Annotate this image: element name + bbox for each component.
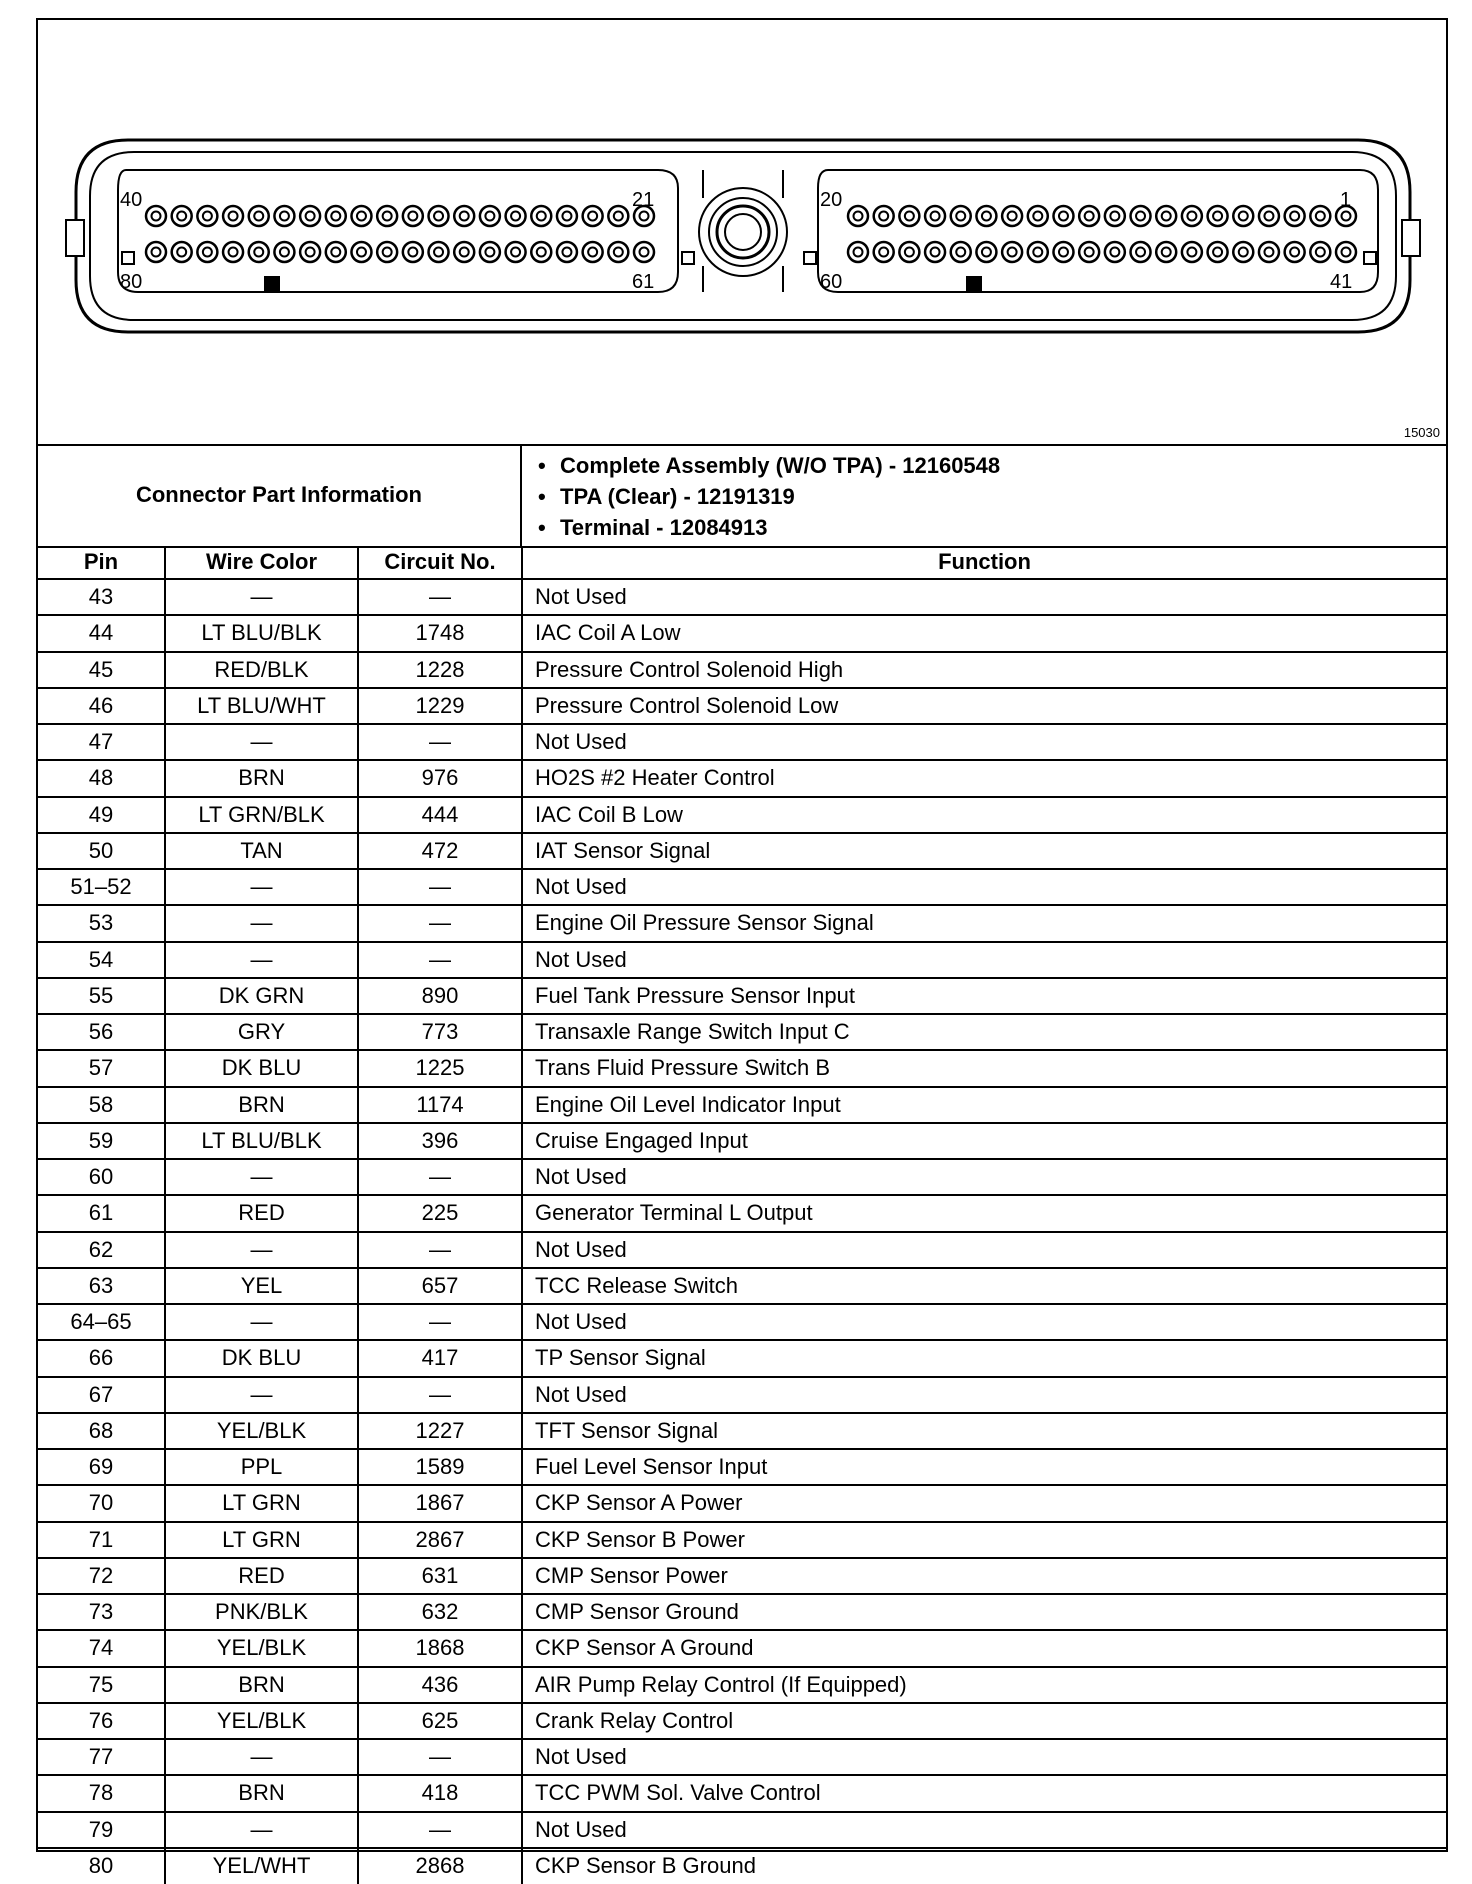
pin-socket-icon bbox=[249, 206, 269, 226]
right-key-square bbox=[1364, 252, 1376, 264]
cell-circuit-no: 1748 bbox=[358, 615, 522, 651]
pin-socket-icon bbox=[1028, 206, 1048, 226]
cell-pin: 80 bbox=[38, 1848, 165, 1884]
pin-socket-icon bbox=[197, 206, 217, 226]
header-circuit-no: Circuit No. bbox=[358, 546, 522, 579]
cell-function: HO2S #2 Heater Control bbox=[522, 760, 1446, 796]
cell-function: Transaxle Range Switch Input C bbox=[522, 1014, 1446, 1050]
cell-wire-color: YEL/BLK bbox=[165, 1703, 358, 1739]
table-row bbox=[38, 1558, 1446, 1594]
cell-function: IAC Coil B Low bbox=[522, 797, 1446, 833]
cell-pin: 72 bbox=[38, 1558, 165, 1594]
pin-socket-icon bbox=[583, 206, 603, 226]
pin-socket-icon bbox=[454, 242, 474, 262]
cell-wire-color: — bbox=[165, 1377, 358, 1413]
cell-pin: 59 bbox=[38, 1123, 165, 1159]
pin-socket-icon bbox=[1156, 242, 1176, 262]
cell-wire-color: — bbox=[165, 1812, 358, 1848]
pin-socket-icon bbox=[480, 242, 500, 262]
pin-socket-icon bbox=[146, 242, 166, 262]
pin-socket-icon bbox=[1285, 206, 1305, 226]
pin-socket-icon bbox=[403, 206, 423, 226]
cell-function: Not Used bbox=[522, 1304, 1446, 1340]
cell-wire-color: — bbox=[165, 579, 358, 615]
pin-socket-icon bbox=[172, 242, 192, 262]
cell-wire-color: LT BLU/BLK bbox=[165, 615, 358, 651]
cell-circuit-no: — bbox=[358, 1232, 522, 1268]
pin-function-table bbox=[38, 546, 1446, 1884]
cell-pin: 68 bbox=[38, 1413, 165, 1449]
cell-wire-color: BRN bbox=[165, 1775, 358, 1811]
cell-wire-color: LT BLU/BLK bbox=[165, 1123, 358, 1159]
header-function: Function bbox=[522, 546, 1446, 579]
connector-diagram bbox=[38, 20, 1446, 446]
cell-function: Fuel Level Sensor Input bbox=[522, 1449, 1446, 1485]
pin-socket-icon bbox=[1053, 206, 1073, 226]
pin-label-21: 21 bbox=[632, 189, 655, 211]
cell-function: TCC Release Switch bbox=[522, 1268, 1446, 1304]
cell-function: Generator Terminal L Output bbox=[522, 1195, 1446, 1231]
pin-socket-icon bbox=[300, 242, 320, 262]
right-latch-tab bbox=[1402, 220, 1420, 256]
pin-socket-icon bbox=[377, 242, 397, 262]
connector-housing-outer bbox=[76, 140, 1410, 332]
table-row bbox=[38, 1449, 1446, 1485]
pin-socket-icon bbox=[925, 242, 945, 262]
cell-wire-color: — bbox=[165, 942, 358, 978]
pin-socket-icon bbox=[608, 242, 628, 262]
pin-socket-icon bbox=[1208, 206, 1228, 226]
cell-circuit-no: — bbox=[358, 1159, 522, 1195]
table-row bbox=[38, 1304, 1446, 1340]
right-block-key-square bbox=[804, 252, 816, 264]
left-polarization-mark bbox=[264, 276, 280, 292]
cell-circuit-no: 417 bbox=[358, 1340, 522, 1376]
cell-function: IAT Sensor Signal bbox=[522, 833, 1446, 869]
center-bolt-icon bbox=[699, 188, 787, 276]
pin-socket-icon bbox=[976, 242, 996, 262]
cell-circuit-no: 2868 bbox=[358, 1848, 522, 1884]
cell-circuit-no: 225 bbox=[358, 1195, 522, 1231]
cell-pin: 45 bbox=[38, 652, 165, 688]
pin-socket-icon bbox=[583, 242, 603, 262]
cell-function: Pressure Control Solenoid Low bbox=[522, 688, 1446, 724]
pin-socket-icon bbox=[274, 242, 294, 262]
cell-pin: 76 bbox=[38, 1703, 165, 1739]
cell-circuit-no: 976 bbox=[358, 760, 522, 796]
cell-wire-color: DK GRN bbox=[165, 978, 358, 1014]
cell-function: CKP Sensor A Ground bbox=[522, 1630, 1446, 1666]
cell-wire-color: — bbox=[165, 1304, 358, 1340]
table-row bbox=[38, 1268, 1446, 1304]
pin-socket-icon bbox=[608, 206, 628, 226]
pin-socket-icon bbox=[874, 242, 894, 262]
pin-socket-icon bbox=[848, 242, 868, 262]
pin-socket-icon bbox=[351, 206, 371, 226]
pin-socket-icon bbox=[531, 242, 551, 262]
pin-socket-icon bbox=[951, 206, 971, 226]
cell-function: Not Used bbox=[522, 1739, 1446, 1775]
pin-socket-icon bbox=[429, 242, 449, 262]
table-row bbox=[38, 1667, 1446, 1703]
pin-socket-icon bbox=[197, 242, 217, 262]
table-row bbox=[38, 1703, 1446, 1739]
pin-socket-icon bbox=[300, 206, 320, 226]
table-row bbox=[38, 833, 1446, 869]
connector-sheet bbox=[36, 18, 1448, 1879]
cell-circuit-no: — bbox=[358, 579, 522, 615]
cell-function: Not Used bbox=[522, 724, 1446, 760]
cell-pin: 64–65 bbox=[38, 1304, 165, 1340]
pin-sockets bbox=[146, 206, 1356, 262]
pin-socket-icon bbox=[1208, 242, 1228, 262]
pin-socket-icon bbox=[557, 242, 577, 262]
cell-pin: 63 bbox=[38, 1268, 165, 1304]
cell-wire-color: — bbox=[165, 1739, 358, 1775]
cell-circuit-no: — bbox=[358, 869, 522, 905]
pin-socket-icon bbox=[146, 206, 166, 226]
cell-function: Not Used bbox=[522, 1159, 1446, 1195]
cell-wire-color: YEL/WHT bbox=[165, 1848, 358, 1884]
table-row bbox=[38, 1232, 1446, 1268]
pin-socket-icon bbox=[1156, 206, 1176, 226]
cell-pin: 57 bbox=[38, 1050, 165, 1086]
cell-function: Fuel Tank Pressure Sensor Input bbox=[522, 978, 1446, 1014]
table-row bbox=[38, 579, 1446, 615]
cell-pin: 56 bbox=[38, 1014, 165, 1050]
cell-function: TCC PWM Sol. Valve Control bbox=[522, 1775, 1446, 1811]
cell-circuit-no: 436 bbox=[358, 1667, 522, 1703]
cell-function: TFT Sensor Signal bbox=[522, 1413, 1446, 1449]
cell-pin: 71 bbox=[38, 1522, 165, 1558]
pin-socket-icon bbox=[249, 242, 269, 262]
table-row bbox=[38, 978, 1446, 1014]
pin-socket-icon bbox=[506, 206, 526, 226]
cell-pin: 47 bbox=[38, 724, 165, 760]
cell-circuit-no: — bbox=[358, 1304, 522, 1340]
table-header-row bbox=[38, 546, 1446, 579]
figure-number: 15030 bbox=[1403, 425, 1440, 440]
cell-circuit-no: — bbox=[358, 905, 522, 941]
pin-socket-icon bbox=[454, 206, 474, 226]
pin-socket-icon bbox=[223, 206, 243, 226]
table-row bbox=[38, 652, 1446, 688]
cell-circuit-no: 472 bbox=[358, 833, 522, 869]
cell-circuit-no: 1867 bbox=[358, 1485, 522, 1521]
left-key-square bbox=[122, 252, 134, 264]
cell-pin: 74 bbox=[38, 1630, 165, 1666]
cell-wire-color: PPL bbox=[165, 1449, 358, 1485]
pin-socket-icon bbox=[223, 242, 243, 262]
pin-socket-icon bbox=[480, 206, 500, 226]
cell-pin: 51–52 bbox=[38, 869, 165, 905]
pin-socket-icon bbox=[899, 206, 919, 226]
cell-pin: 70 bbox=[38, 1485, 165, 1521]
cell-wire-color: DK BLU bbox=[165, 1050, 358, 1086]
cell-circuit-no: — bbox=[358, 724, 522, 760]
cell-circuit-no: 773 bbox=[358, 1014, 522, 1050]
cell-function: CMP Sensor Ground bbox=[522, 1594, 1446, 1630]
pin-socket-icon bbox=[1079, 206, 1099, 226]
table-row bbox=[38, 1522, 1446, 1558]
pin-label-80: 80 bbox=[120, 271, 143, 293]
table-row bbox=[38, 1014, 1446, 1050]
pin-socket-icon bbox=[1310, 206, 1330, 226]
table-row bbox=[38, 1812, 1446, 1848]
pin-socket-icon bbox=[274, 206, 294, 226]
table-row bbox=[38, 1377, 1446, 1413]
cell-wire-color: — bbox=[165, 905, 358, 941]
table-row bbox=[38, 1848, 1446, 1884]
cell-circuit-no: — bbox=[358, 1812, 522, 1848]
cell-circuit-no: 444 bbox=[358, 797, 522, 833]
table-row bbox=[38, 760, 1446, 796]
cell-function: Not Used bbox=[522, 1232, 1446, 1268]
pin-socket-icon bbox=[1079, 242, 1099, 262]
cell-function: Not Used bbox=[522, 1812, 1446, 1848]
pin-socket-icon bbox=[951, 242, 971, 262]
cell-function: Engine Oil Pressure Sensor Signal bbox=[522, 905, 1446, 941]
cell-circuit-no: 1589 bbox=[358, 1449, 522, 1485]
pin-socket-icon bbox=[925, 206, 945, 226]
cell-wire-color: YEL/BLK bbox=[165, 1630, 358, 1666]
table-row bbox=[38, 1087, 1446, 1123]
pin-label-60: 60 bbox=[820, 271, 843, 293]
table-row bbox=[38, 905, 1446, 941]
cell-function: Crank Relay Control bbox=[522, 1703, 1446, 1739]
cell-function: TP Sensor Signal bbox=[522, 1340, 1446, 1376]
pin-socket-icon bbox=[899, 242, 919, 262]
cell-pin: 43 bbox=[38, 579, 165, 615]
table-row bbox=[38, 724, 1446, 760]
cell-pin: 78 bbox=[38, 1775, 165, 1811]
cell-wire-color: LT GRN/BLK bbox=[165, 797, 358, 833]
table-row bbox=[38, 688, 1446, 724]
cell-pin: 53 bbox=[38, 905, 165, 941]
cell-wire-color: — bbox=[165, 1232, 358, 1268]
pin-socket-icon bbox=[634, 242, 654, 262]
cell-function: Not Used bbox=[522, 942, 1446, 978]
pin-socket-icon bbox=[1259, 242, 1279, 262]
pin-socket-icon bbox=[1182, 206, 1202, 226]
cell-wire-color: — bbox=[165, 724, 358, 760]
header-pin: Pin bbox=[38, 546, 165, 579]
cell-wire-color: RED/BLK bbox=[165, 652, 358, 688]
cell-function: Not Used bbox=[522, 579, 1446, 615]
cell-circuit-no: 1228 bbox=[358, 652, 522, 688]
table-row bbox=[38, 1739, 1446, 1775]
cell-wire-color: YEL bbox=[165, 1268, 358, 1304]
pin-socket-icon bbox=[351, 242, 371, 262]
pin-socket-icon bbox=[1002, 206, 1022, 226]
table-row bbox=[38, 1195, 1446, 1231]
pin-socket-icon bbox=[1310, 242, 1330, 262]
pin-socket-icon bbox=[976, 206, 996, 226]
cell-function: Trans Fluid Pressure Switch B bbox=[522, 1050, 1446, 1086]
pin-socket-icon bbox=[1259, 206, 1279, 226]
cell-wire-color: YEL/BLK bbox=[165, 1413, 358, 1449]
pin-socket-icon bbox=[848, 206, 868, 226]
cell-pin: 60 bbox=[38, 1159, 165, 1195]
part-info-item: • TPA (Clear) - 12191319 bbox=[538, 481, 1000, 512]
pin-socket-icon bbox=[1131, 206, 1151, 226]
cell-circuit-no: 890 bbox=[358, 978, 522, 1014]
cell-wire-color: RED bbox=[165, 1195, 358, 1231]
cell-function: Engine Oil Level Indicator Input bbox=[522, 1087, 1446, 1123]
cell-circuit-no: 1868 bbox=[358, 1630, 522, 1666]
cell-wire-color: LT BLU/WHT bbox=[165, 688, 358, 724]
pin-socket-icon bbox=[1233, 242, 1253, 262]
cell-circuit-no: — bbox=[358, 1739, 522, 1775]
right-polarization-mark bbox=[966, 276, 982, 292]
cell-function: CKP Sensor A Power bbox=[522, 1485, 1446, 1521]
cell-pin: 67 bbox=[38, 1377, 165, 1413]
table-row bbox=[38, 797, 1446, 833]
table-row bbox=[38, 1630, 1446, 1666]
left-block-key-square bbox=[682, 252, 694, 264]
pin-label-40: 40 bbox=[120, 189, 143, 211]
cell-wire-color: LT GRN bbox=[165, 1522, 358, 1558]
part-info-item: • Complete Assembly (W/O TPA) - 12160548 bbox=[538, 450, 1000, 481]
cell-pin: 62 bbox=[38, 1232, 165, 1268]
pin-socket-icon bbox=[557, 206, 577, 226]
cell-function: Not Used bbox=[522, 1377, 1446, 1413]
cell-function: Not Used bbox=[522, 869, 1446, 905]
cell-pin: 69 bbox=[38, 1449, 165, 1485]
cell-pin: 44 bbox=[38, 615, 165, 651]
cell-function: Pressure Control Solenoid High bbox=[522, 652, 1446, 688]
cell-pin: 54 bbox=[38, 942, 165, 978]
cell-function: IAC Coil A Low bbox=[522, 615, 1446, 651]
cell-circuit-no: 657 bbox=[358, 1268, 522, 1304]
header-wire-color: Wire Color bbox=[165, 546, 358, 579]
cell-pin: 77 bbox=[38, 1739, 165, 1775]
pin-socket-icon bbox=[1336, 242, 1356, 262]
table-row bbox=[38, 1485, 1446, 1521]
cell-function: CKP Sensor B Ground bbox=[522, 1848, 1446, 1884]
cell-pin: 66 bbox=[38, 1340, 165, 1376]
pin-socket-icon bbox=[1002, 242, 1022, 262]
cell-function: CKP Sensor B Power bbox=[522, 1522, 1446, 1558]
left-pin-block bbox=[118, 170, 678, 292]
cell-wire-color: BRN bbox=[165, 1087, 358, 1123]
pin-socket-icon bbox=[874, 206, 894, 226]
table-row bbox=[38, 1159, 1446, 1195]
part-info-title: Connector Part Information bbox=[38, 444, 522, 546]
table-row bbox=[38, 942, 1446, 978]
cell-wire-color: — bbox=[165, 1159, 358, 1195]
table-row bbox=[38, 1123, 1446, 1159]
pin-label-61: 61 bbox=[632, 271, 655, 293]
table-row bbox=[38, 1413, 1446, 1449]
pin-socket-icon bbox=[326, 206, 346, 226]
cell-circuit-no: 396 bbox=[358, 1123, 522, 1159]
cell-circuit-no: — bbox=[358, 1377, 522, 1413]
pin-socket-icon bbox=[326, 242, 346, 262]
right-pin-block bbox=[818, 170, 1378, 292]
pin-socket-icon bbox=[429, 206, 449, 226]
cell-wire-color: LT GRN bbox=[165, 1485, 358, 1521]
part-info-item: • Terminal - 12084913 bbox=[538, 512, 1000, 543]
table-row bbox=[38, 1050, 1446, 1086]
cell-circuit-no: 418 bbox=[358, 1775, 522, 1811]
cell-circuit-no: 632 bbox=[358, 1594, 522, 1630]
pin-socket-icon bbox=[1285, 242, 1305, 262]
cell-pin: 75 bbox=[38, 1667, 165, 1703]
pin-socket-icon bbox=[403, 242, 423, 262]
cell-circuit-no: 631 bbox=[358, 1558, 522, 1594]
pin-socket-icon bbox=[1131, 242, 1151, 262]
pin-label-1: 1 bbox=[1340, 189, 1352, 211]
cell-function: AIR Pump Relay Control (If Equipped) bbox=[522, 1667, 1446, 1703]
cell-circuit-no: 625 bbox=[358, 1703, 522, 1739]
connector-part-information bbox=[38, 444, 1446, 548]
cell-circuit-no: — bbox=[358, 942, 522, 978]
cell-wire-color: PNK/BLK bbox=[165, 1594, 358, 1630]
cell-pin: 55 bbox=[38, 978, 165, 1014]
table-row bbox=[38, 869, 1446, 905]
pin-table-body bbox=[38, 579, 1446, 1884]
part-info-list bbox=[538, 450, 1000, 543]
pin-socket-icon bbox=[377, 206, 397, 226]
cell-function: CMP Sensor Power bbox=[522, 1558, 1446, 1594]
cell-function: Cruise Engaged Input bbox=[522, 1123, 1446, 1159]
cell-circuit-no: 2867 bbox=[358, 1522, 522, 1558]
cell-wire-color: RED bbox=[165, 1558, 358, 1594]
pin-label-20: 20 bbox=[820, 189, 843, 211]
cell-pin: 61 bbox=[38, 1195, 165, 1231]
pin-socket-icon bbox=[1182, 242, 1202, 262]
cell-circuit-no: 1229 bbox=[358, 688, 522, 724]
cell-pin: 49 bbox=[38, 797, 165, 833]
cell-wire-color: BRN bbox=[165, 760, 358, 796]
connector-housing-inner bbox=[90, 152, 1396, 320]
cell-wire-color: DK BLU bbox=[165, 1340, 358, 1376]
pin-socket-icon bbox=[1233, 206, 1253, 226]
pin-socket-icon bbox=[1028, 242, 1048, 262]
pin-socket-icon bbox=[506, 242, 526, 262]
cell-pin: 48 bbox=[38, 760, 165, 796]
cell-pin: 73 bbox=[38, 1594, 165, 1630]
cell-circuit-no: 1225 bbox=[358, 1050, 522, 1086]
cell-wire-color: BRN bbox=[165, 1667, 358, 1703]
left-latch-tab bbox=[66, 220, 84, 256]
table-row bbox=[38, 1594, 1446, 1630]
cell-pin: 46 bbox=[38, 688, 165, 724]
cell-wire-color: TAN bbox=[165, 833, 358, 869]
pin-socket-icon bbox=[531, 206, 551, 226]
table-row bbox=[38, 1340, 1446, 1376]
pin-label-41: 41 bbox=[1330, 271, 1353, 293]
pin-socket-icon bbox=[1105, 206, 1125, 226]
cell-pin: 58 bbox=[38, 1087, 165, 1123]
cell-wire-color: — bbox=[165, 869, 358, 905]
pin-socket-icon bbox=[1105, 242, 1125, 262]
cell-wire-color: GRY bbox=[165, 1014, 358, 1050]
cell-circuit-no: 1227 bbox=[358, 1413, 522, 1449]
pin-socket-icon bbox=[172, 206, 192, 226]
cell-pin: 50 bbox=[38, 833, 165, 869]
cell-circuit-no: 1174 bbox=[358, 1087, 522, 1123]
pin-socket-icon bbox=[1053, 242, 1073, 262]
table-row bbox=[38, 615, 1446, 651]
table-row bbox=[38, 1775, 1446, 1811]
connector-face-svg bbox=[38, 20, 1446, 444]
cell-pin: 79 bbox=[38, 1812, 165, 1848]
